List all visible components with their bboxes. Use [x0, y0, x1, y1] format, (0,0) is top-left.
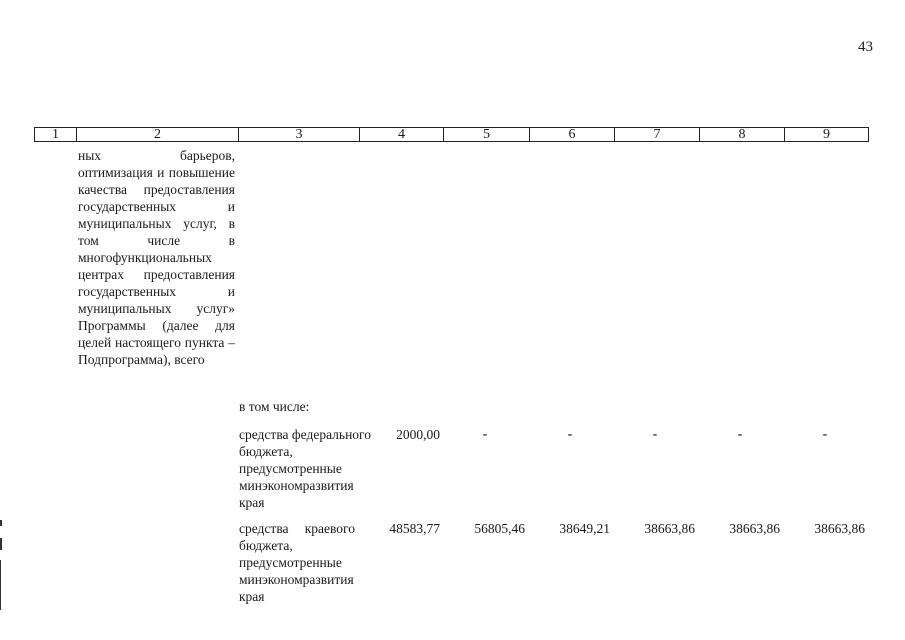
- header-cell-3: 3: [239, 128, 360, 142]
- page-number: 43: [858, 39, 873, 55]
- regional-value-col7: 38663,86: [644, 521, 695, 536]
- regional-budget-values: [0, 520, 905, 538]
- federal-value-col7: -: [652, 427, 658, 442]
- header-cell-2: 2: [77, 128, 239, 142]
- federal-value-col6: -: [567, 427, 573, 442]
- regional-value-col4: 48583,77: [389, 521, 440, 536]
- regional-value-col9: 38663,86: [814, 521, 865, 536]
- header-cell-9: 9: [785, 128, 869, 142]
- header-cell-1: 1: [35, 128, 77, 142]
- federal-value-col9: -: [822, 427, 828, 442]
- scan-edge-mark: [0, 538, 2, 550]
- header-cell-7: 7: [615, 128, 700, 142]
- federal-value-col5: -: [482, 427, 488, 442]
- header-cell-8: 8: [700, 128, 785, 142]
- header-cell-6: 6: [530, 128, 615, 142]
- federal-value-col4: 2000,00: [396, 427, 440, 442]
- in-number-label: в том числе:: [239, 399, 310, 414]
- federal-value-col8: -: [737, 427, 743, 442]
- scan-edge-mark: [0, 520, 2, 526]
- federal-budget-values: [0, 426, 905, 444]
- scan-edge-mark: [0, 560, 1, 610]
- regional-budget-label: средства краевого бюджета, предусмотренные минэкономразвития края: [239, 521, 355, 604]
- regional-value-col5: 56805,46: [474, 521, 525, 536]
- column-number-header: [34, 127, 869, 142]
- federal-budget-label: средства федерального бюджета, предусмотренные минэкономразвития края: [239, 427, 371, 510]
- subprogram-description: ных барьеров, оптимизация и повышение качества предоставления государственных и муниципальных услуг, в том числе в многофункциональных центрах предоставления государственных и муниципальных услуг» Программы (далее для целей настоящего пункта – Подпрограмма), всего: [78, 148, 235, 367]
- regional-value-col8: 38663,86: [729, 521, 780, 536]
- header-row: [35, 128, 869, 142]
- header-cell-5: 5: [444, 128, 530, 142]
- header-cell-4: 4: [360, 128, 444, 142]
- regional-value-col6: 38649,21: [559, 521, 610, 536]
